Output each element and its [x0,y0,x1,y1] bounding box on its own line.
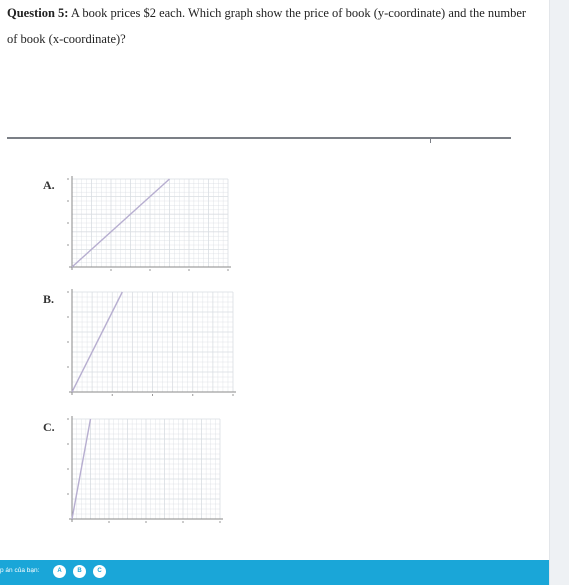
option-b-label[interactable]: B. [43,292,55,306]
y-tick-mark [67,223,69,224]
y-tick-mark [67,444,69,445]
x-tick-mark [228,269,229,271]
y-tick-mark [67,179,69,180]
x-tick-mark [112,394,113,396]
y-tick-mark [67,245,69,246]
answer-button-c[interactable]: C [93,565,106,578]
graph-c-svg [62,415,224,525]
option-a-label[interactable]: A. [43,178,55,192]
y-tick-mark [67,419,69,420]
option-c-graph[interactable] [62,415,224,525]
divider-line [7,137,511,139]
option-b-graph[interactable] [62,288,237,398]
x-tick-mark [220,521,221,523]
question-text [7,0,537,52]
answer-prompt: p án của bạn: [0,567,40,574]
x-tick-mark [233,394,234,396]
graph-b-svg [62,288,237,398]
y-tick-mark [67,469,69,470]
x-tick-mark [192,394,193,396]
option-a-graph[interactable] [62,175,232,273]
graph-a-svg [62,175,232,273]
x-tick-mark [152,394,153,396]
y-tick-mark [67,342,69,343]
y-tick-mark [67,317,69,318]
question-body: A book prices $2 each. Which graph show the price of book (y-coordinate) and the number of book (x-coordinate)? [7,6,527,46]
option-c-label[interactable]: C. [43,420,55,434]
y-tick-mark [67,367,69,368]
y-tick-mark [67,201,69,202]
x-tick-mark [146,521,147,523]
question-number: Question 5: [7,6,69,20]
answer-button-b[interactable]: B [73,565,86,578]
x-tick-mark [111,269,112,271]
answer-bar [0,560,549,585]
x-tick-mark [109,521,110,523]
y-tick-mark [67,494,69,495]
x-tick-mark [183,521,184,523]
answer-button-a[interactable]: A [53,565,66,578]
divider-tick [430,139,431,143]
x-tick-mark [150,269,151,271]
right-sidebar [549,0,569,585]
y-tick-mark [67,292,69,293]
x-tick-mark [189,269,190,271]
